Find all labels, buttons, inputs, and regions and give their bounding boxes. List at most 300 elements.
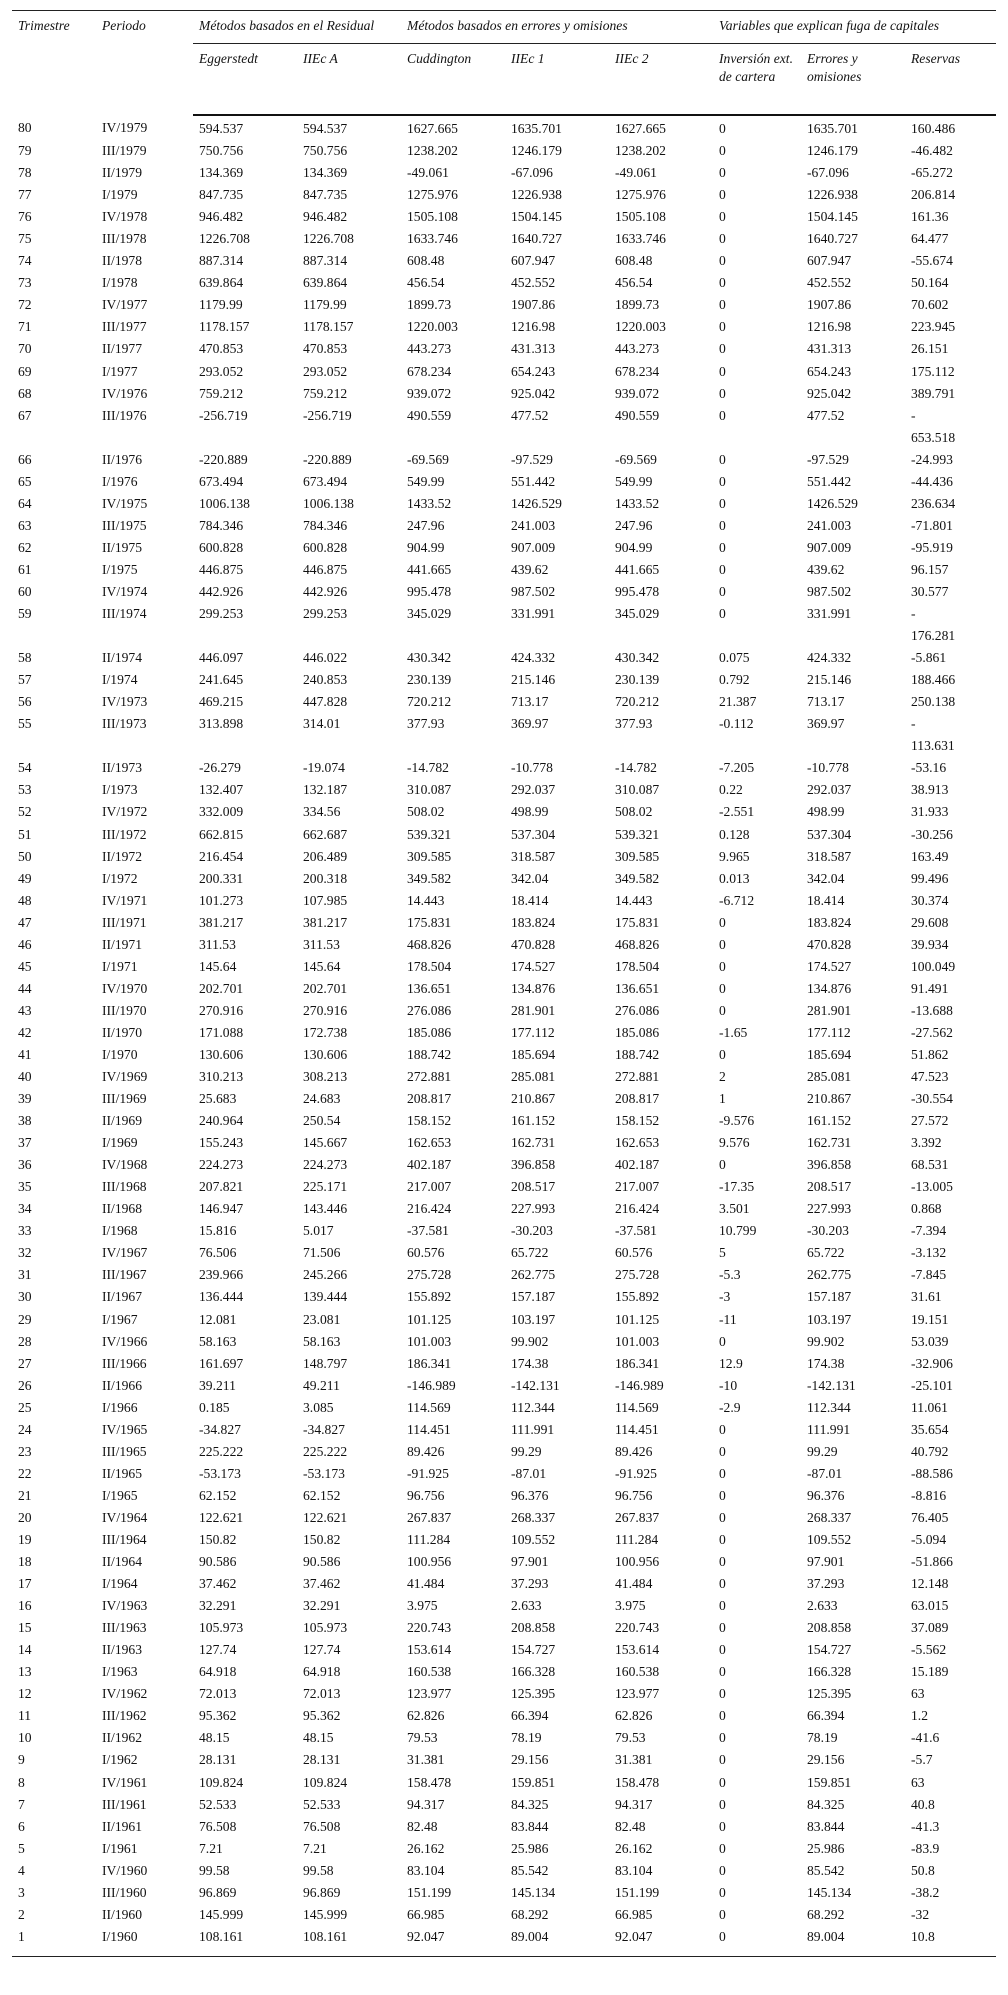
cell-iiec-1: 498.99 bbox=[511, 804, 549, 820]
cell-trimestre: 20 bbox=[18, 1509, 32, 1525]
cell-cuddington: 100.956 bbox=[407, 1554, 452, 1570]
cell-iiec-2: 101.125 bbox=[615, 1311, 660, 1327]
cell-inversion: 0 bbox=[719, 121, 726, 136]
cell-iiec-a: 24.683 bbox=[303, 1091, 341, 1107]
table-row bbox=[12, 934, 996, 956]
cell-periodo: I/1976 bbox=[102, 473, 138, 489]
cell-iiec-1: 66.394 bbox=[511, 1708, 549, 1724]
cell-eggerstedt: 58.163 bbox=[199, 1333, 237, 1349]
cell-cuddington: 1899.73 bbox=[407, 297, 452, 313]
cell-trimestre: 23 bbox=[18, 1443, 32, 1459]
cell-iiec-1: 84.325 bbox=[511, 1796, 549, 1812]
cell-iiec-2: 247.96 bbox=[615, 517, 653, 533]
table-row bbox=[12, 1661, 996, 1683]
cell-periodo: III/1976 bbox=[102, 407, 147, 423]
cell-iiec-1: 157.187 bbox=[511, 1289, 556, 1305]
table-row bbox=[12, 471, 996, 493]
cell-cuddington: 151.199 bbox=[407, 1884, 452, 1900]
cell-inversion: 0 bbox=[719, 495, 726, 511]
cell-periodo: I/1971 bbox=[102, 958, 138, 974]
cell-iiec-1: 215.146 bbox=[511, 672, 556, 688]
cell-reservas: 163.49 bbox=[911, 848, 949, 864]
cell-reservas: 96.157 bbox=[911, 561, 949, 577]
cell-iiec-1: 109.552 bbox=[511, 1532, 556, 1547]
cell-periodo: III/1967 bbox=[102, 1267, 147, 1283]
cell-cuddington: -14.782 bbox=[407, 760, 449, 776]
cell-inversion: 0 bbox=[719, 1752, 726, 1768]
cell-periodo: III/1966 bbox=[102, 1355, 147, 1371]
cell-iiec-a: 759.212 bbox=[303, 385, 348, 401]
cell-errores: 713.17 bbox=[807, 694, 845, 710]
cell-cuddington: 158.478 bbox=[407, 1774, 452, 1790]
cell-iiec-1: 103.197 bbox=[511, 1311, 556, 1327]
cell-iiec-a: 145.667 bbox=[303, 1135, 348, 1151]
cell-periodo: I/1972 bbox=[102, 870, 138, 886]
cell-iiec-1: -97.529 bbox=[511, 451, 553, 467]
cell-periodo: IV/1965 bbox=[102, 1421, 148, 1437]
cell-periodo: I/1960 bbox=[102, 1928, 138, 1944]
table-row bbox=[12, 228, 996, 250]
cell-reservas: 11.061 bbox=[911, 1399, 948, 1415]
cell-iiec-1: 292.037 bbox=[511, 782, 556, 798]
cell-reservas: - 176.281 bbox=[911, 606, 956, 644]
cell-iiec-2: -146.989 bbox=[615, 1377, 664, 1393]
table-row bbox=[12, 1286, 996, 1308]
cell-eggerstedt: 1226.708 bbox=[199, 231, 250, 247]
cell-eggerstedt: 887.314 bbox=[199, 253, 244, 269]
table-row bbox=[12, 515, 996, 537]
cell-reservas: -44.436 bbox=[911, 473, 953, 489]
cell-cuddington: 490.559 bbox=[407, 407, 452, 423]
cell-reservas: -51.866 bbox=[911, 1554, 953, 1570]
cell-iiec-2: 267.837 bbox=[615, 1509, 660, 1525]
cell-iiec-2: 1275.976 bbox=[615, 187, 666, 203]
cell-errores: 111.991 bbox=[807, 1421, 851, 1437]
cell-inversion: 0 bbox=[719, 1576, 726, 1592]
cell-eggerstedt: 332.009 bbox=[199, 804, 244, 820]
cell-iiec-1: 268.337 bbox=[511, 1509, 556, 1525]
cell-inversion: 2 bbox=[719, 1069, 726, 1085]
cell-inversion: -7.205 bbox=[719, 760, 755, 776]
cell-reservas: 26.151 bbox=[911, 341, 949, 357]
cell-iiec-2: 123.977 bbox=[615, 1686, 660, 1702]
cell-reservas: - 113.631 bbox=[911, 716, 955, 754]
cell-reservas: 100.049 bbox=[911, 958, 956, 974]
cell-iiec-2: 41.484 bbox=[615, 1576, 653, 1592]
cell-periodo: I/1966 bbox=[102, 1399, 138, 1415]
cell-inversion: 0 bbox=[719, 936, 726, 952]
cell-inversion: 0.013 bbox=[719, 870, 750, 886]
cell-iiec-1: 85.542 bbox=[511, 1862, 549, 1878]
cell-iiec-a: 37.462 bbox=[303, 1576, 341, 1592]
cell-iiec-a: 5.017 bbox=[303, 1223, 334, 1239]
cell-eggerstedt: 108.161 bbox=[199, 1928, 244, 1944]
cell-eggerstedt: 122.621 bbox=[199, 1509, 244, 1525]
table-row bbox=[12, 1463, 996, 1485]
table-row bbox=[12, 1551, 996, 1573]
cell-periodo: II/1966 bbox=[102, 1377, 143, 1393]
cell-inversion: 0 bbox=[719, 1708, 726, 1724]
cell-iiec-1: 89.004 bbox=[511, 1928, 549, 1944]
cell-periodo: III/1972 bbox=[102, 826, 147, 842]
cell-periodo: III/1968 bbox=[102, 1179, 147, 1195]
cell-reservas: 0.868 bbox=[911, 1201, 942, 1217]
cell-inversion: -0.112 bbox=[719, 716, 754, 732]
cell-cuddington: -69.569 bbox=[407, 451, 449, 467]
cell-iiec-2: 136.651 bbox=[615, 980, 660, 996]
cell-iiec-a: 49.211 bbox=[303, 1377, 340, 1393]
cell-cuddington: 217.007 bbox=[407, 1179, 452, 1195]
cell-iiec-2: 276.086 bbox=[615, 1002, 660, 1018]
cell-iiec-a: 594.537 bbox=[303, 121, 348, 136]
cell-iiec-1: 37.293 bbox=[511, 1576, 549, 1592]
cell-periodo: IV/1973 bbox=[102, 694, 148, 710]
cell-periodo: IV/1961 bbox=[102, 1774, 148, 1790]
cell-trimestre: 42 bbox=[18, 1024, 32, 1040]
cell-periodo: III/1970 bbox=[102, 1002, 147, 1018]
cell-cuddington: 276.086 bbox=[407, 1002, 452, 1018]
table-row bbox=[12, 1132, 996, 1154]
cell-iiec-a: 250.54 bbox=[303, 1113, 341, 1129]
cell-reservas: -46.482 bbox=[911, 143, 953, 159]
header-eggerstedt: Eggerstedt bbox=[193, 44, 297, 116]
cell-eggerstedt: 202.701 bbox=[199, 980, 244, 996]
cell-eggerstedt: 1179.99 bbox=[199, 297, 243, 313]
cell-periodo: II/1973 bbox=[102, 760, 143, 776]
cell-cuddington: 94.317 bbox=[407, 1796, 445, 1812]
cell-iiec-a: 206.489 bbox=[303, 848, 348, 864]
cell-inversion: 0 bbox=[719, 1664, 726, 1680]
cell-trimestre: 5 bbox=[18, 1840, 25, 1856]
table-row bbox=[12, 184, 996, 206]
cell-cuddington: 1627.665 bbox=[407, 121, 458, 136]
cell-inversion: 0 bbox=[719, 1333, 726, 1349]
cell-iiec-a: 887.314 bbox=[303, 253, 348, 269]
cell-reservas: -3.132 bbox=[911, 1245, 947, 1261]
cell-iiec-a: 662.687 bbox=[303, 826, 348, 842]
cell-iiec-2: 188.742 bbox=[615, 1046, 660, 1062]
cell-iiec-2: 720.212 bbox=[615, 694, 660, 710]
cell-iiec-2: -69.569 bbox=[615, 451, 657, 467]
cell-cuddington: 1633.746 bbox=[407, 231, 458, 247]
cell-iiec-2: 443.273 bbox=[615, 341, 660, 357]
cell-iiec-a: 95.362 bbox=[303, 1708, 341, 1724]
cell-reservas: -30.554 bbox=[911, 1091, 953, 1107]
cell-errores: 83.844 bbox=[807, 1818, 845, 1834]
cell-iiec-1: 183.824 bbox=[511, 914, 556, 930]
cell-eggerstedt: 90.586 bbox=[199, 1554, 237, 1570]
cell-reservas: 91.491 bbox=[911, 980, 949, 996]
cell-inversion: 0 bbox=[719, 1509, 726, 1525]
cell-iiec-2: 83.104 bbox=[615, 1862, 653, 1878]
cell-iiec-2: 1238.202 bbox=[615, 143, 666, 159]
cell-reservas: -5.094 bbox=[911, 1532, 947, 1547]
cell-reservas: -5.861 bbox=[911, 650, 947, 666]
cell-reservas: 63 bbox=[911, 1774, 925, 1790]
cell-trimestre: 55 bbox=[18, 716, 32, 732]
table-row bbox=[12, 1110, 996, 1132]
cell-reservas: -13.005 bbox=[911, 1179, 953, 1195]
cell-reservas: -7.845 bbox=[911, 1267, 947, 1283]
cell-inversion: -10 bbox=[719, 1377, 738, 1393]
table-row bbox=[12, 537, 996, 559]
cell-iiec-1: 1246.179 bbox=[511, 143, 562, 159]
cell-cuddington: -146.989 bbox=[407, 1377, 456, 1393]
cell-periodo: IV/1975 bbox=[102, 495, 148, 511]
cell-periodo: II/1978 bbox=[102, 253, 143, 269]
table-row bbox=[12, 890, 996, 912]
cell-cuddington: 31.381 bbox=[407, 1752, 445, 1768]
cell-inversion: 0 bbox=[719, 583, 726, 599]
cell-cuddington: 66.985 bbox=[407, 1906, 445, 1922]
cell-periodo: III/1960 bbox=[102, 1884, 147, 1900]
cell-cuddington: 456.54 bbox=[407, 275, 445, 291]
cell-reservas: 206.814 bbox=[911, 187, 956, 203]
cell-errores: 99.902 bbox=[807, 1333, 845, 1349]
cell-iiec-2: 66.985 bbox=[615, 1906, 653, 1922]
cell-inversion: -5.3 bbox=[719, 1267, 741, 1283]
cell-iiec-2: 272.881 bbox=[615, 1069, 660, 1085]
cell-reservas: 35.654 bbox=[911, 1421, 949, 1437]
header-cuddington: Cuddington bbox=[401, 44, 505, 116]
cell-trimestre: 57 bbox=[18, 672, 32, 688]
cell-iiec-a: 446.875 bbox=[303, 561, 348, 577]
cell-iiec-2: 158.152 bbox=[615, 1113, 660, 1129]
header-iiec-2: IIEc 2 bbox=[609, 44, 713, 116]
cell-periodo: IV/1976 bbox=[102, 385, 148, 401]
cell-iiec-2: 92.047 bbox=[615, 1928, 653, 1944]
cell-reservas: 47.523 bbox=[911, 1069, 949, 1085]
cell-eggerstedt: 76.506 bbox=[199, 1245, 237, 1261]
cell-inversion: 1 bbox=[719, 1091, 726, 1107]
cell-errores: -10.778 bbox=[807, 760, 849, 776]
cell-cuddington: 79.53 bbox=[407, 1730, 438, 1746]
cell-cuddington: 377.93 bbox=[407, 716, 445, 732]
cell-iiec-a: 225.222 bbox=[303, 1443, 348, 1459]
cell-eggerstedt: 171.088 bbox=[199, 1024, 244, 1040]
cell-inversion: 0 bbox=[719, 1862, 726, 1878]
cell-cuddington: 441.665 bbox=[407, 561, 452, 577]
cell-periodo: IV/1969 bbox=[102, 1069, 148, 1085]
cell-iiec-2: 111.284 bbox=[615, 1532, 659, 1547]
cell-cuddington: 1275.976 bbox=[407, 187, 458, 203]
cell-errores: 1907.86 bbox=[807, 297, 852, 313]
cell-eggerstedt: 200.331 bbox=[199, 870, 244, 886]
cell-eggerstedt: 150.82 bbox=[199, 1532, 237, 1547]
cell-iiec-1: 25.986 bbox=[511, 1840, 549, 1856]
cell-cuddington: 175.831 bbox=[407, 914, 452, 930]
cell-errores: 2.633 bbox=[807, 1598, 838, 1614]
cell-errores: 477.52 bbox=[807, 407, 845, 423]
cell-iiec-2: 162.653 bbox=[615, 1135, 660, 1151]
cell-iiec-a: 446.022 bbox=[303, 650, 348, 666]
cell-cuddington: 1220.003 bbox=[407, 319, 458, 335]
cell-reservas: -32 bbox=[911, 1906, 930, 1922]
cell-iiec-1: 208.858 bbox=[511, 1620, 556, 1636]
cell-eggerstedt: 0.185 bbox=[199, 1399, 230, 1415]
table-row bbox=[12, 162, 996, 184]
cell-iiec-a: 150.82 bbox=[303, 1532, 341, 1547]
table-row bbox=[12, 1485, 996, 1507]
cell-iiec-1: 342.04 bbox=[511, 870, 549, 886]
cell-iiec-1: 78.19 bbox=[511, 1730, 542, 1746]
cell-reservas: 37.089 bbox=[911, 1620, 949, 1636]
cell-iiec-a: 314.01 bbox=[303, 716, 341, 732]
cell-reservas: 223.945 bbox=[911, 319, 956, 335]
cell-cuddington: 60.576 bbox=[407, 1245, 445, 1261]
table-row bbox=[12, 1705, 996, 1727]
table-row bbox=[12, 824, 996, 846]
cell-periodo: II/1979 bbox=[102, 165, 143, 181]
cell-reservas: 10.8 bbox=[911, 1928, 935, 1944]
cell-cuddington: 83.104 bbox=[407, 1862, 445, 1878]
cell-reservas: -38.2 bbox=[911, 1884, 940, 1900]
cell-periodo: I/1969 bbox=[102, 1135, 138, 1151]
cell-eggerstedt: 299.253 bbox=[199, 606, 244, 622]
cell-iiec-1: 1907.86 bbox=[511, 297, 556, 313]
table-row bbox=[12, 669, 996, 691]
cell-iiec-1: -10.778 bbox=[511, 760, 553, 776]
table-row bbox=[12, 757, 996, 779]
cell-reservas: 15.189 bbox=[911, 1664, 949, 1680]
cell-iiec-2: 939.072 bbox=[615, 385, 660, 401]
cell-trimestre: 35 bbox=[18, 1179, 32, 1195]
cell-iiec-2: 230.139 bbox=[615, 672, 660, 688]
table-row bbox=[12, 1838, 996, 1860]
cell-periodo: III/1975 bbox=[102, 517, 147, 533]
cell-eggerstedt: 76.508 bbox=[199, 1818, 237, 1834]
cell-inversion: 0 bbox=[719, 517, 726, 533]
cell-cuddington: 188.742 bbox=[407, 1046, 452, 1062]
table-row bbox=[12, 868, 996, 890]
cell-trimestre: 26 bbox=[18, 1377, 32, 1393]
cell-eggerstedt: 7.21 bbox=[199, 1840, 223, 1856]
table-row bbox=[12, 1749, 996, 1771]
cell-eggerstedt: 32.291 bbox=[199, 1598, 237, 1614]
cell-inversion: 0 bbox=[719, 1928, 726, 1944]
cell-iiec-2: 178.504 bbox=[615, 958, 660, 974]
cell-eggerstedt: 37.462 bbox=[199, 1576, 237, 1592]
cell-errores: 84.325 bbox=[807, 1796, 845, 1812]
cell-eggerstedt: 99.58 bbox=[199, 1862, 230, 1878]
cell-iiec-2: 153.614 bbox=[615, 1642, 660, 1658]
cell-trimestre: 37 bbox=[18, 1135, 32, 1151]
cell-eggerstedt: 662.815 bbox=[199, 826, 244, 842]
cell-inversion: 0 bbox=[719, 1840, 726, 1856]
cell-eggerstedt: 1178.157 bbox=[199, 319, 250, 335]
cell-errores: 125.395 bbox=[807, 1686, 852, 1702]
cell-iiec-2: 26.162 bbox=[615, 1840, 653, 1856]
cell-trimestre: 63 bbox=[18, 517, 32, 533]
cell-reservas: 63.015 bbox=[911, 1598, 949, 1614]
table-row bbox=[12, 1220, 996, 1242]
cell-iiec-1: 551.442 bbox=[511, 473, 556, 489]
cell-inversion: 0 bbox=[719, 1421, 726, 1437]
cell-iiec-2: -14.782 bbox=[615, 760, 657, 776]
cell-reservas: -71.801 bbox=[911, 517, 953, 533]
cell-errores: 537.304 bbox=[807, 826, 852, 842]
cell-iiec-1: 654.243 bbox=[511, 363, 556, 379]
cell-cuddington: 443.273 bbox=[407, 341, 452, 357]
cell-cuddington: -91.925 bbox=[407, 1465, 449, 1481]
cell-iiec-2: 60.576 bbox=[615, 1245, 653, 1261]
cell-iiec-1: 97.901 bbox=[511, 1554, 549, 1570]
cell-periodo: I/1978 bbox=[102, 275, 138, 291]
cell-eggerstedt: 134.369 bbox=[199, 165, 244, 181]
cell-cuddington: 101.125 bbox=[407, 1311, 452, 1327]
cell-iiec-2: 309.585 bbox=[615, 848, 660, 864]
cell-reservas: -5.7 bbox=[911, 1752, 933, 1768]
cell-errores: 85.542 bbox=[807, 1862, 845, 1878]
cell-periodo: II/1963 bbox=[102, 1642, 143, 1658]
cell-inversion: 0 bbox=[719, 1774, 726, 1790]
cell-iiec-a: 127.74 bbox=[303, 1642, 341, 1658]
cell-reservas: 160.486 bbox=[911, 121, 956, 136]
cell-inversion: 0.22 bbox=[719, 782, 743, 798]
header-iiec-a: IIEc A bbox=[297, 44, 401, 116]
cell-periodo: III/1977 bbox=[102, 319, 147, 335]
cell-trimestre: 59 bbox=[18, 606, 32, 622]
cell-iiec-2: 508.02 bbox=[615, 804, 653, 820]
cell-reservas: 27.572 bbox=[911, 1113, 949, 1129]
cell-iiec-2: 114.451 bbox=[615, 1421, 659, 1437]
cell-inversion: 0 bbox=[719, 341, 726, 357]
table-row bbox=[12, 1000, 996, 1022]
cell-periodo: III/1965 bbox=[102, 1443, 147, 1459]
cell-iiec-a: 447.828 bbox=[303, 694, 348, 710]
cell-cuddington: 309.585 bbox=[407, 848, 452, 864]
cell-errores: 25.986 bbox=[807, 1840, 845, 1856]
cell-eggerstedt: 127.74 bbox=[199, 1642, 237, 1658]
cell-cuddington: -49.061 bbox=[407, 165, 449, 181]
cell-periodo: I/1967 bbox=[102, 1311, 138, 1327]
cell-reservas: 30.374 bbox=[911, 892, 949, 908]
cell-errores: 907.009 bbox=[807, 539, 852, 555]
cell-trimestre: 1 bbox=[18, 1928, 25, 1944]
cell-iiec-a: 200.318 bbox=[303, 870, 348, 886]
cell-iiec-a: 245.266 bbox=[303, 1267, 348, 1283]
cell-trimestre: 11 bbox=[18, 1708, 32, 1724]
cell-eggerstedt: 673.494 bbox=[199, 473, 244, 489]
cell-inversion: 0 bbox=[719, 187, 726, 203]
cell-trimestre: 18 bbox=[18, 1554, 32, 1570]
cell-inversion: 0 bbox=[719, 980, 726, 996]
cell-iiec-2: 155.892 bbox=[615, 1289, 660, 1305]
cell-trimestre: 56 bbox=[18, 694, 32, 710]
cell-iiec-2: 158.478 bbox=[615, 1774, 660, 1790]
table-row bbox=[12, 1683, 996, 1705]
cell-trimestre: 2 bbox=[18, 1906, 25, 1922]
cell-errores: 208.858 bbox=[807, 1620, 852, 1636]
cell-eggerstedt: 469.215 bbox=[199, 694, 244, 710]
cell-iiec-2: 456.54 bbox=[615, 275, 653, 291]
cell-errores: 424.332 bbox=[807, 650, 852, 666]
cell-errores: 241.003 bbox=[807, 517, 852, 533]
cell-trimestre: 4 bbox=[18, 1862, 25, 1878]
cell-periodo: III/1979 bbox=[102, 143, 147, 159]
cell-inversion: -11 bbox=[719, 1311, 737, 1327]
cell-iiec-a: 130.606 bbox=[303, 1046, 348, 1062]
cell-trimestre: 32 bbox=[18, 1245, 32, 1261]
cell-trimestre: 14 bbox=[18, 1642, 32, 1658]
cell-iiec-1: 537.304 bbox=[511, 826, 556, 842]
cell-trimestre: 6 bbox=[18, 1818, 25, 1834]
cell-periodo: II/1962 bbox=[102, 1730, 143, 1746]
cell-inversion: 0 bbox=[719, 1686, 726, 1702]
cell-errores: 109.552 bbox=[807, 1532, 852, 1547]
cell-cuddington: 310.087 bbox=[407, 782, 452, 798]
cell-errores: -67.096 bbox=[807, 165, 849, 181]
